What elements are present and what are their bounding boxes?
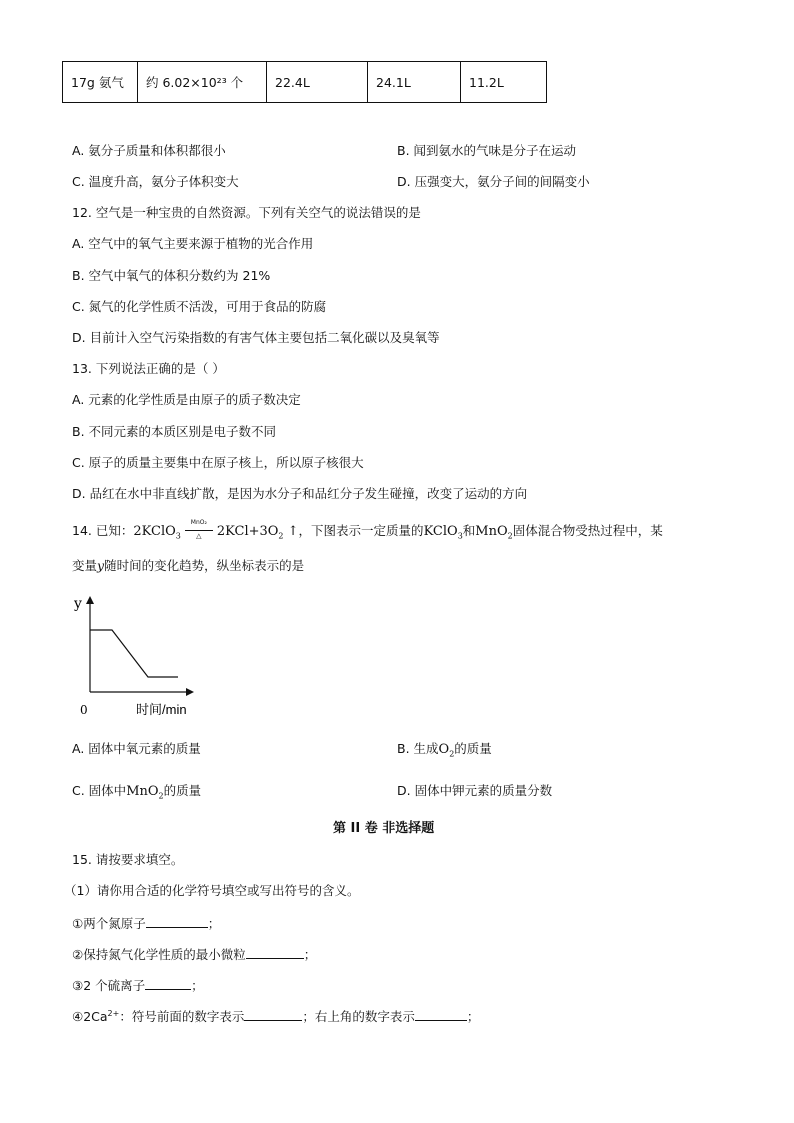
q11-option-c: C. 温度升高，氨分子体积变大: [72, 174, 239, 189]
variable-y: y: [97, 558, 105, 573]
q13-option-a: A. 元素的化学性质是由原子的质子数决定: [72, 392, 301, 407]
q11-option-b: B. 闻到氨水的气味是分子在运动: [397, 143, 577, 158]
q13-option-d: D. 品红在水中非直线扩散，是因为水分子和品红分子发生碰撞，改变了运动的方向: [72, 486, 528, 501]
answer-blank[interactable]: [145, 977, 191, 990]
trend-line: [90, 630, 178, 677]
q15-item2-text: ②保持氮气化学性质的最小微粒: [72, 947, 246, 962]
graph-origin: 0: [80, 703, 88, 717]
table-row: [63, 62, 547, 103]
q14-option-b-post: 的质量: [454, 741, 492, 756]
q11-option-a: A. 氨分子质量和体积都很小: [72, 143, 226, 158]
q14-prefix: 14. 已知：: [72, 523, 134, 538]
table-cell: 17g 氨气: [63, 62, 138, 103]
q14-line2a: 变量: [72, 558, 98, 573]
q12-option-a: A. 空气中的氧气主要来源于植物的光合作用: [72, 236, 314, 251]
q13-option-c: C. 原子的质量主要集中在原子核上，所以原子核很大: [72, 455, 364, 470]
table-cell: 11.2L: [461, 62, 547, 103]
q15-item1: [72, 915, 220, 932]
q14-mid: ，下图表示一定质量的: [298, 523, 424, 538]
condition-line: [185, 530, 213, 531]
q15-item4-symbol: ④2Ca: [72, 1009, 108, 1024]
q15-item1-text: ①两个氮原子: [72, 916, 146, 931]
table-cell: 24.1L: [368, 62, 461, 103]
q14-line2b: 随时间的变化趋势，纵坐标表示的是: [104, 558, 305, 573]
graph-x-label: 时间/min: [136, 702, 187, 717]
q12-stem: 12. 空气是一种宝贵的自然资源。下列有关空气的说法错误的是: [72, 205, 421, 220]
q14-option-a: A. 固体中氧元素的质量: [72, 741, 201, 756]
condition-heat: △: [196, 531, 202, 540]
q15-sub1: （1）请你用合适的化学符号填空或写出符号的含义。: [64, 883, 360, 898]
reaction-reactant: 2KClO$_3$: [133, 524, 181, 541]
formula-mno2-option: MnO$_2$: [126, 784, 164, 801]
answer-blank[interactable]: [146, 915, 208, 928]
q15-stem: 15. 请按要求填空。: [72, 852, 184, 867]
x-axis-arrow: [186, 688, 194, 696]
q14-and: 和: [462, 523, 476, 538]
q15-item3: [72, 977, 204, 994]
formula-mno2: MnO$_2$: [475, 524, 513, 541]
semicolon: ；: [207, 916, 221, 931]
table-cell: 22.4L: [267, 62, 368, 103]
gas-volume-table: [62, 61, 547, 103]
q14-option-c-post: 的质量: [163, 783, 202, 798]
table-cell: 约 6.02×10²³ 个: [138, 62, 267, 103]
q15-item4: [72, 1008, 479, 1025]
q14-suffix: 固体混合物受热过程中，某: [512, 523, 663, 538]
q13-option-b: B. 不同元素的本质区别是电子数不同: [72, 424, 277, 439]
semicolon: ；: [303, 947, 317, 962]
q12-option-c: C. 氮气的化学性质不活泼，可用于食品的防腐: [72, 299, 327, 314]
reaction-condition: [183, 518, 215, 540]
y-axis-arrow: [86, 596, 94, 604]
answer-blank[interactable]: [244, 1008, 302, 1021]
formula-o2: $O_2$: [438, 742, 455, 759]
q15-item3-text: ③2 个硫离子: [72, 978, 146, 993]
answer-blank[interactable]: [415, 1008, 467, 1021]
formula-kclo3: KClO$_3$: [423, 524, 463, 541]
q15-item4-mid: ：符号前面的数字表示: [119, 1009, 245, 1024]
q13-stem: 13. 下列说法正确的是（ ）: [72, 361, 225, 376]
q11-option-d: D. 压强变大，氨分子间的间隔变小: [397, 174, 590, 189]
q14-option-c: [72, 783, 201, 800]
q14-option-c-pre: C. 固体中: [72, 783, 127, 798]
semicolon: ；: [466, 1009, 480, 1024]
q14-stem-line2: [72, 558, 304, 574]
q14-graph: [70, 592, 210, 722]
graph-y-label: y: [74, 596, 82, 612]
semicolon: ；: [191, 978, 204, 993]
section-title: 第 II 卷 非选择题: [333, 821, 435, 836]
q14-option-b-pre: B. 生成: [397, 741, 439, 756]
q12-option-d: D. 目前计入空气污染指数的有害气体主要包括二氧化碳以及臭氧等: [72, 330, 440, 345]
q15-item4-post: ；右上角的数字表示: [302, 1009, 415, 1024]
charge-superscript: 2+: [107, 1008, 120, 1018]
q14-stem-line1: [72, 518, 663, 541]
reaction-products: $2KCl+3O_2$ ↑: [216, 524, 299, 541]
condition-catalyst: MnO₂: [190, 518, 207, 526]
q12-option-b: B. 空气中氧气的体积分数约为 21%: [72, 268, 271, 283]
answer-blank[interactable]: [246, 946, 304, 959]
q14-option-b: [397, 741, 492, 758]
q14-option-d: D. 固体中钾元素的质量分数: [397, 783, 553, 798]
q15-item2: [72, 946, 316, 963]
